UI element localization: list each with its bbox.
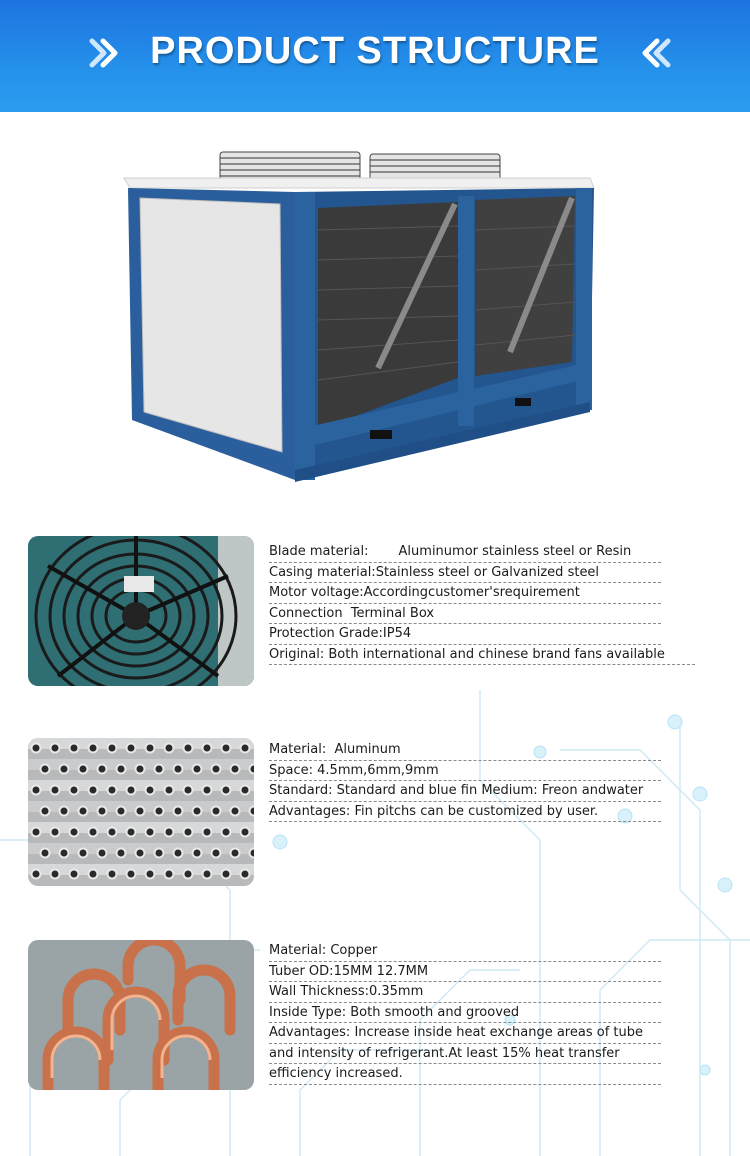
spec-line: Inside Type: Both smooth and grooved xyxy=(269,1003,661,1024)
spec-line: Connection Terminal Box xyxy=(269,604,661,625)
spec-line: Material: Copper xyxy=(269,941,661,962)
spec-line: and intensity of refrigerant.At least 15% heat transfer xyxy=(269,1044,661,1065)
fan-image xyxy=(28,536,254,686)
spec-line: Protection Grade:IP54 xyxy=(269,624,661,645)
condenser-unit-image xyxy=(120,140,600,490)
spec-line: Material: Aluminum xyxy=(269,740,661,761)
spec-line: Motor voltage:Accordingcustomer'srequirement xyxy=(269,583,661,604)
spec-line: Tuber OD:15MM 12.7MM xyxy=(269,962,661,983)
spec-line: Wall Thickness:0.35mm xyxy=(269,982,661,1003)
spec-line: Blade material: Aluminumor stainless steel or Resin xyxy=(269,542,661,563)
page-title: PRODUCT STRUCTURE xyxy=(150,30,600,72)
fan-specs xyxy=(269,542,695,665)
spec-line: Standard: Standard and blue fin Medium: Freon andwater xyxy=(269,781,661,802)
spec-line: Advantages: Fin pitchs can be customized by user. xyxy=(269,802,661,823)
chevron-double-left-icon xyxy=(636,33,672,73)
copper-specs xyxy=(269,941,661,1085)
copper-tube-image xyxy=(28,940,254,1090)
spec-line: efficiency increased. xyxy=(269,1064,661,1085)
spec-line: Original: Both international and chinese brand fans available xyxy=(269,645,695,666)
spec-line: Space: 4.5mm,6mm,9mm xyxy=(269,761,661,782)
header-banner xyxy=(0,0,750,112)
fin-specs xyxy=(269,740,661,822)
spec-line: Advantages: Increase inside heat exchange areas of tube xyxy=(269,1023,661,1044)
spec-line: Casing material:Stainless steel or Galvanized steel xyxy=(269,563,661,584)
aluminum-fin-image xyxy=(28,738,254,886)
